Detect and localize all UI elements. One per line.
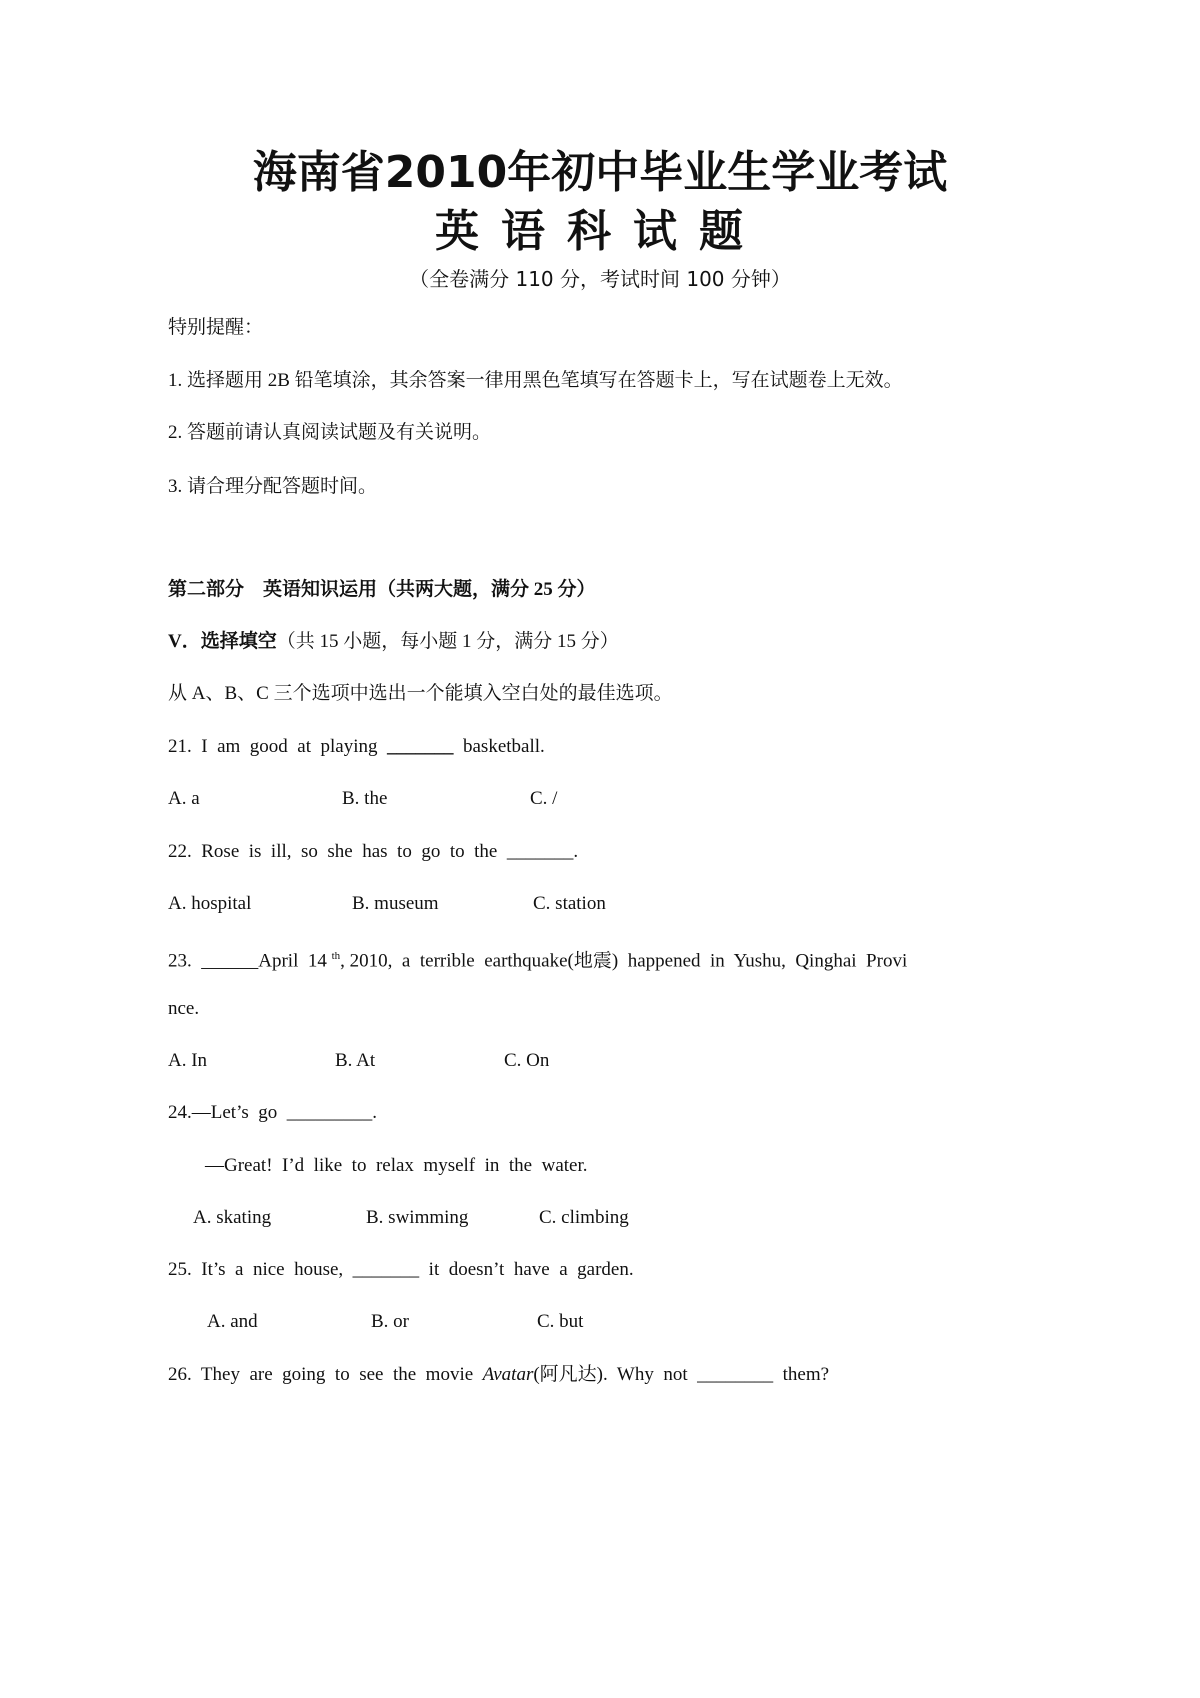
question-24-reply: —Great! I’d like to relax myself in the water. (205, 1155, 588, 1176)
question-21 (168, 735, 545, 759)
question-text: 23. ______April 14 (168, 950, 332, 972)
question-23 (168, 944, 907, 973)
question-text: 21. I am good at playing (168, 736, 387, 757)
option: B. swimming (366, 1207, 469, 1228)
reminder-item: 2. 答题前请认真阅读试题及有关说明。 (168, 422, 492, 443)
question-26 (168, 1363, 829, 1387)
section-note: （共 15 小题，每小题 1 分，满分 15 分） (276, 631, 619, 652)
option: A. a (168, 788, 200, 809)
option: A. skating (193, 1207, 272, 1228)
section-heading (168, 630, 619, 654)
option: A. and (207, 1311, 258, 1332)
reminder-item: 3. 请合理分配答题时间。 (168, 476, 378, 497)
part2-heading: 第二部分 英语知识运用（共两大题，满分 25 分） (168, 579, 596, 600)
option: B. museum (352, 893, 439, 914)
option: C. but (537, 1311, 584, 1332)
option: C. / (530, 788, 558, 809)
question-22: 22. Rose is ill, so she has to go to the _______. (168, 841, 579, 862)
reminder-heading: 特别提醒： (168, 317, 264, 338)
question-25: 25. It’s a nice house, _______ it doesn’t have a garden. (168, 1259, 634, 1280)
option: B. the (342, 788, 388, 809)
option: C. On (504, 1050, 550, 1071)
reminder-item: 1. 选择题用 2B 铅笔填涂，其余答案一律用黑色笔填写在答题卡上，写在试题卷上无效。 (168, 370, 903, 391)
blank: _______ (387, 736, 454, 757)
exam-note: （全卷满分 110 分，考试时间 100 分钟） (409, 267, 791, 291)
exam-subject: 英语科试题 (435, 206, 765, 257)
section-label: V．选择填空 (168, 631, 277, 652)
option: A. In (168, 1050, 208, 1071)
question-text: 26. They are going to see the movie (168, 1364, 483, 1385)
question-23-cont: nce. (168, 998, 200, 1019)
option: B. At (335, 1050, 376, 1071)
question-text: (阿凡达). Why not ________ them? (533, 1364, 830, 1385)
exam-title: 海南省2010年初中毕业生学业考试 (252, 147, 948, 198)
question-text: , 2010, a terrible earthquake(地震) happened in Yushu, Qinghai Provi (340, 950, 908, 972)
question-text: basketball. (453, 736, 545, 757)
option: C. climbing (539, 1207, 629, 1228)
movie-title: Avatar (482, 1364, 534, 1385)
option: A. hospital (168, 893, 252, 914)
option: C. station (533, 893, 606, 914)
instruction: 从 A、B、C 三个选项中选出一个能填入空白处的最佳选项。 (168, 683, 673, 704)
superscript: th (331, 950, 341, 962)
option: B. or (371, 1311, 409, 1332)
question-24: 24.—Let’s go _________. (168, 1102, 377, 1123)
